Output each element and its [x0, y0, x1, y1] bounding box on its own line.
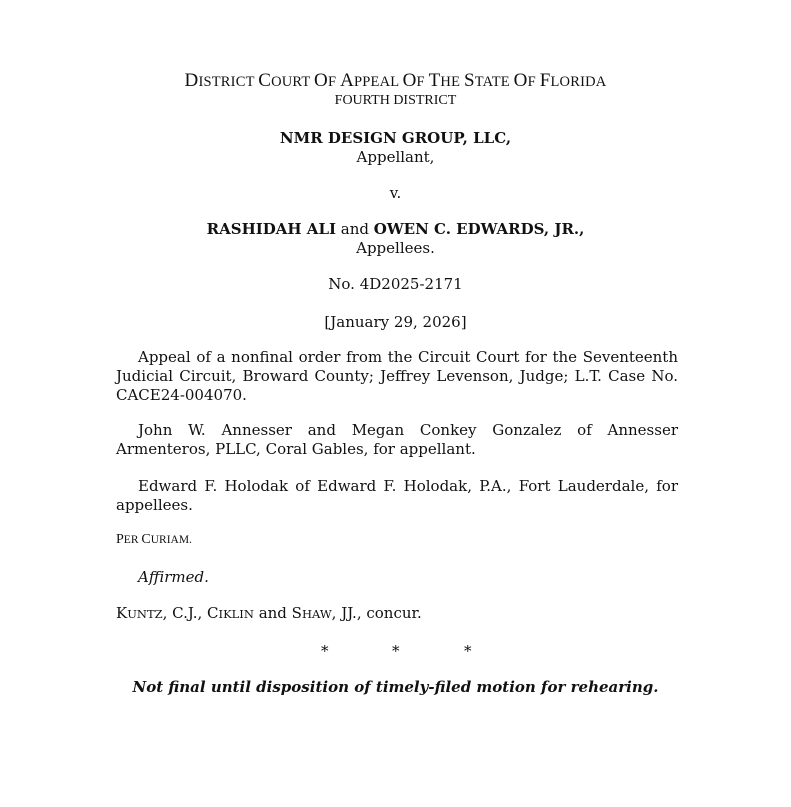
not-final-notice: Not final until disposition of timely-filed motion for rehearing. [132, 678, 659, 696]
court-title-word: COURT [258, 70, 315, 91]
counsel-appellees: Edward F. Holodak of Edward F. Holodak, P.A., Fort Lauderdale, for appellees. [116, 477, 678, 514]
appellee-name-2: OWEN C. EDWARDS, JR., [373, 220, 585, 238]
section-star: * [321, 642, 329, 660]
court-title-word: DISTRICT [184, 70, 259, 91]
per-curiam: PER CURIAM. [116, 532, 192, 547]
section-star: * [392, 642, 400, 660]
court-title-word: OF [402, 70, 429, 91]
court-title-word: OF [314, 70, 341, 91]
appellees-role: Appellees. [356, 239, 435, 257]
court-title [0, 70, 791, 92]
court-title-word: FLORIDA [539, 70, 607, 91]
decision-date: [January 29, 2026] [324, 313, 467, 331]
concurrence: KUNTZ, C.J., CIKLIN and SHAW, JJ., concur. [116, 604, 422, 622]
appellee-name-1: RASHIDAH ALI [206, 220, 337, 238]
court-title-word: THE [428, 70, 464, 91]
disposition: Affirmed. [138, 568, 209, 586]
court-title-word: STATE [463, 70, 514, 91]
court-title-word: OF [513, 70, 540, 91]
section-star: * [464, 642, 472, 660]
case-number: No. 4D2025-2171 [328, 275, 463, 293]
court-title-word: APPEAL [340, 70, 403, 91]
appellant-role: Appellant, [356, 148, 435, 166]
appellees-names [0, 220, 791, 238]
versus: v. [389, 184, 402, 202]
court-district: FOURTH DISTRICT [334, 93, 457, 108]
appellant-name: NMR DESIGN GROUP, LLC, [279, 129, 512, 147]
counsel-appellant: John W. Annesser and Megan Conkey Gonzalez of Annesser Armenteros, PLLC, Coral Gables, for appellant. [116, 421, 678, 458]
appeal-paragraph: Appeal of a nonfinal order from the Circuit Court for the Seventeenth Judicial Circuit, Broward County; Jeffrey Levenson, Judge; L.T. Case No. CACE24-004070. [116, 348, 678, 404]
appellee-join: and [336, 220, 374, 238]
